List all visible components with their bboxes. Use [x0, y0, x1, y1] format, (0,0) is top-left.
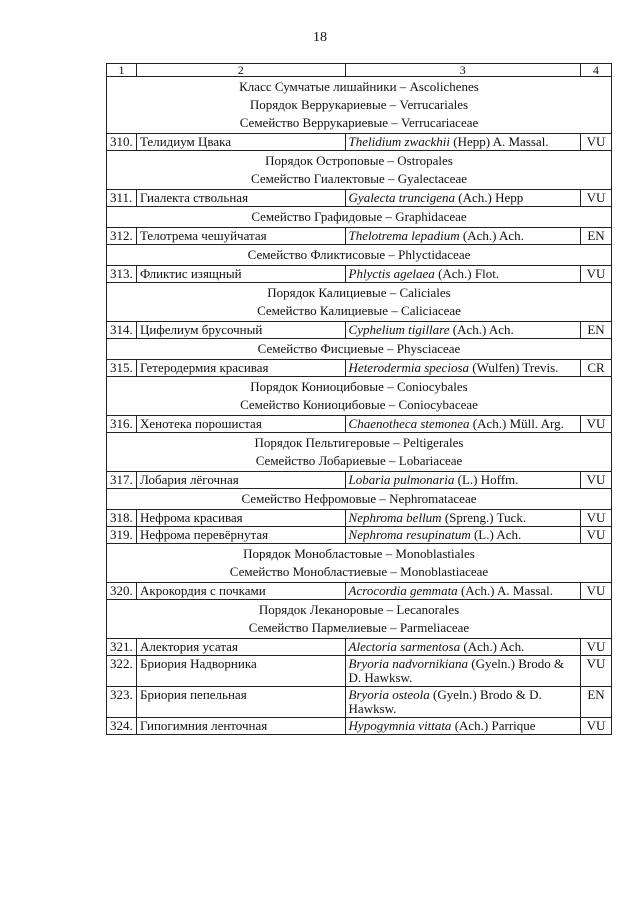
section-heading [107, 77, 612, 134]
species-number: 323. [107, 687, 137, 718]
conservation-status: VU [580, 527, 611, 544]
taxon-heading-line: Порядок Монобластовые – Monoblastiales [243, 546, 475, 561]
species-number: 313. [107, 266, 137, 283]
taxon-heading-line: Порядок Кониоцибовые – Coniocybales [250, 379, 468, 394]
conservation-status: VU [580, 583, 611, 600]
latin-name [345, 718, 580, 735]
taxon-heading-line: Порядок Леканоровые – Lecanorales [258, 602, 460, 617]
latin-binomial: Chaenotheca stemonea [348, 416, 470, 431]
section-heading-row [107, 377, 612, 416]
russian-name: Бриория Надворника [136, 656, 345, 687]
taxon-heading-line: Семейство Графидовые – Graphidaceae [251, 209, 467, 224]
column-number: 3 [345, 64, 580, 77]
latin-name [345, 687, 580, 718]
russian-name: Фликтис изящный [136, 266, 345, 283]
species-row [107, 583, 612, 600]
conservation-status: VU [580, 266, 611, 283]
latin-name [345, 360, 580, 377]
russian-name: Нефрома перевёрнутая [136, 527, 345, 544]
latin-binomial: Acrocordia gemmata [348, 583, 458, 598]
latin-name [345, 510, 580, 527]
author-citation: (Spreng.) Tuck. [441, 510, 527, 525]
taxon-heading-line: Семейство Гиалектовые – Gyalectaceae [251, 171, 467, 186]
taxon-heading-line: Семейство Пармелиевые – Parmeliaceae [248, 620, 470, 635]
taxon-heading-line: Семейство Монобластиевые – Monoblastiaceae [229, 564, 489, 579]
conservation-status: VU [580, 190, 611, 207]
author-citation: (Gyeln.) Brodo & D. Hawksw. [348, 687, 542, 716]
author-citation: (Ach.) Ach. [459, 228, 524, 243]
author-citation: (Ach.) Flot. [434, 266, 500, 281]
latin-name [345, 190, 580, 207]
section-heading [107, 245, 612, 266]
latin-binomial: Hypogymnia vittata [348, 718, 452, 733]
latin-name [345, 228, 580, 245]
species-row [107, 360, 612, 377]
taxon-heading-line: Семейство Фликтисовые – Phlyctidaceae [247, 247, 471, 262]
latin-binomial: Alectoria sarmentosa [348, 639, 461, 654]
section-heading [107, 339, 612, 360]
latin-binomial: Nephroma resupinatum [348, 527, 471, 542]
column-number: 1 [107, 64, 137, 77]
section-heading-row [107, 151, 612, 190]
conservation-status: VU [580, 510, 611, 527]
section-heading-row [107, 245, 612, 266]
species-number: 317. [107, 472, 137, 489]
species-number: 316. [107, 416, 137, 433]
taxon-heading-line: Порядок Калициевые – Caliciales [267, 285, 451, 300]
species-row [107, 656, 612, 687]
section-heading [107, 377, 612, 416]
latin-name [345, 639, 580, 656]
section-heading [107, 544, 612, 583]
species-row [107, 687, 612, 718]
russian-name: Хенотека порошистая [136, 416, 345, 433]
latin-binomial: Thelidium zwackhii [348, 134, 450, 149]
taxon-heading-line: Порядок Пельтигеровые – Peltigerales [254, 435, 464, 450]
conservation-status: VU [580, 656, 611, 687]
author-citation: (Gyeln.) Brodo & D. Hawksw. [348, 656, 565, 685]
conservation-status: VU [580, 472, 611, 489]
latin-name [345, 322, 580, 339]
russian-name: Цифелиум брусочный [136, 322, 345, 339]
section-heading [107, 207, 612, 228]
latin-binomial: Bryoria nadvornikiana [348, 656, 469, 671]
section-heading-row [107, 77, 612, 134]
section-heading [107, 283, 612, 322]
conservation-status: VU [580, 134, 611, 151]
species-table-body [107, 64, 612, 735]
species-row [107, 134, 612, 151]
section-heading [107, 433, 612, 472]
russian-name: Гипогимния ленточная [136, 718, 345, 735]
author-citation: (L.) Hoffm. [454, 472, 519, 487]
conservation-status: CR [580, 360, 611, 377]
russian-name: Гетеродермия красивая [136, 360, 345, 377]
author-citation: (Hepp) A. Massal. [450, 134, 549, 149]
latin-name [345, 266, 580, 283]
species-number: 312. [107, 228, 137, 245]
species-number: 311. [107, 190, 137, 207]
latin-name [345, 656, 580, 687]
page-number: 18 [313, 30, 327, 45]
species-row [107, 510, 612, 527]
species-table [106, 63, 612, 735]
russian-name: Телотрема чешуйчатая [136, 228, 345, 245]
section-heading [107, 600, 612, 639]
section-heading-row [107, 489, 612, 510]
latin-binomial: Nephroma bellum [348, 510, 442, 525]
taxon-heading-line: Семейство Калициевые – Caliciaceae [257, 303, 461, 318]
latin-binomial: Phlyctis agelaea [348, 266, 435, 281]
conservation-status: VU [580, 639, 611, 656]
species-number: 314. [107, 322, 137, 339]
latin-name [345, 527, 580, 544]
taxon-heading-line: Семейство Нефромовые – Nephromataceae [241, 491, 477, 506]
taxon-heading-line: Семейство Фисциевые – Physciaceae [257, 341, 461, 356]
latin-binomial: Thelotrema lepadium [348, 228, 460, 243]
species-number: 315. [107, 360, 137, 377]
russian-name: Акрокордия с почками [136, 583, 345, 600]
author-citation: (Ach.) Müll. Arg. [469, 416, 564, 431]
conservation-status: VU [580, 718, 611, 735]
species-number: 324. [107, 718, 137, 735]
section-heading [107, 489, 612, 510]
conservation-status: VU [580, 416, 611, 433]
author-citation: (L.) Ach. [470, 527, 522, 542]
author-citation: (Ach.) A. Massal. [457, 583, 554, 598]
latin-name [345, 134, 580, 151]
latin-binomial: Lobaria pulmonaria [348, 472, 455, 487]
latin-binomial: Heterodermia speciosa [348, 360, 469, 375]
russian-name: Бриория пепельная [136, 687, 345, 718]
author-citation: (Wulfen) Trevis. [469, 360, 559, 375]
conservation-status: EN [580, 687, 611, 718]
latin-name [345, 472, 580, 489]
latin-binomial: Gyalecta truncigena [348, 190, 456, 205]
taxon-heading-line: Класс Сумчатые лишайники – Ascolichenes [239, 79, 479, 94]
section-heading-row [107, 433, 612, 472]
species-row [107, 416, 612, 433]
latin-name [345, 583, 580, 600]
section-heading-row [107, 207, 612, 228]
russian-name: Нефрома красивая [136, 510, 345, 527]
species-number: 322. [107, 656, 137, 687]
section-heading-row [107, 283, 612, 322]
russian-name: Телидиум Цвака [136, 134, 345, 151]
column-number: 2 [136, 64, 345, 77]
section-heading [107, 151, 612, 190]
russian-name: Лобария лёгочная [136, 472, 345, 489]
taxon-heading-line: Порядок Веррукариевые – Verrucariales [249, 97, 469, 112]
latin-binomial: Cyphelium tigillare [348, 322, 450, 337]
species-number: 320. [107, 583, 137, 600]
russian-name: Гиалекта ствольная [136, 190, 345, 207]
species-number: 321. [107, 639, 137, 656]
author-citation: (Ach.) Parrique [451, 718, 536, 733]
species-row [107, 322, 612, 339]
column-number-row [107, 64, 612, 77]
conservation-status: EN [580, 322, 611, 339]
species-row [107, 190, 612, 207]
species-number: 319. [107, 527, 137, 544]
species-row [107, 639, 612, 656]
author-citation: (Ach.) Ach. [449, 322, 514, 337]
taxon-heading-line: Семейство Лобариевые – Lobariaceae [255, 453, 463, 468]
author-citation: (Ach.) Hepp [455, 190, 524, 205]
latin-binomial: Bryoria osteola [348, 687, 430, 702]
species-row [107, 266, 612, 283]
conservation-status: EN [580, 228, 611, 245]
taxon-heading-line: Порядок Остроповые – Ostropales [265, 153, 453, 168]
species-number: 310. [107, 134, 137, 151]
author-citation: (Ach.) Ach. [460, 639, 525, 654]
species-row [107, 527, 612, 544]
taxon-heading-line: Семейство Кониоцибовые – Coniocybaceae [240, 397, 478, 412]
species-row [107, 718, 612, 735]
taxon-heading-line: Семейство Веррукариевые – Verrucariaceae [239, 115, 479, 130]
column-number: 4 [580, 64, 611, 77]
section-heading-row [107, 600, 612, 639]
russian-name: Алектория усатая [136, 639, 345, 656]
species-number: 318. [107, 510, 137, 527]
latin-name [345, 416, 580, 433]
section-heading-row [107, 544, 612, 583]
species-row [107, 472, 612, 489]
species-row [107, 228, 612, 245]
section-heading-row [107, 339, 612, 360]
